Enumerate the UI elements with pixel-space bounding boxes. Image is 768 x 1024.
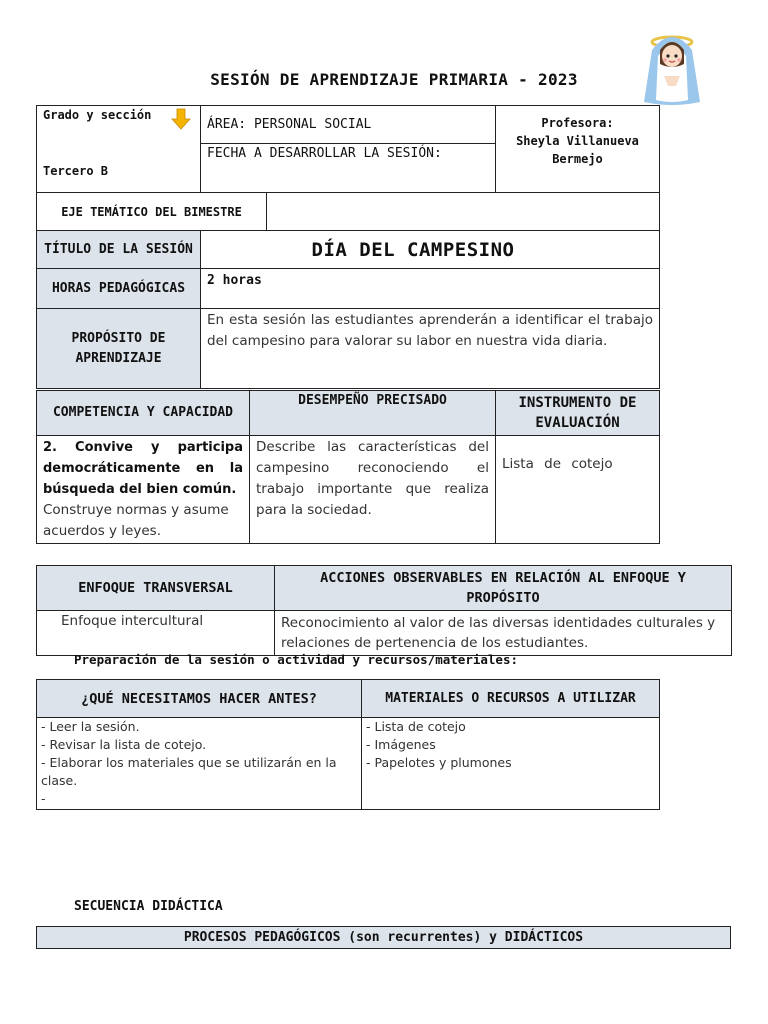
antes-header: [37, 680, 362, 718]
horas-value-cell: [201, 269, 660, 309]
acciones-value: Reconocimiento al valor de las diversas identidades culturales y relaciones de pertenencia de los estudiantes.: [281, 615, 716, 651]
titulo-label-cell: [37, 231, 201, 269]
proposito-value-cell: [201, 309, 660, 389]
proposito-label-cell: [37, 309, 201, 389]
titulo-value-cell: [201, 231, 660, 269]
materiales-list: [366, 718, 655, 772]
acciones-value-cell: [275, 611, 732, 656]
eje-label-cell: [37, 193, 267, 231]
instrumento-text: Lista de cotejo: [502, 456, 613, 472]
preparacion-table: [36, 679, 660, 810]
list-item: - Leer la sesión.: [41, 719, 140, 734]
grado-label: Grado y sección: [43, 108, 152, 122]
list-item: - Elaborar los materiales que se utilizarán en la clase.: [41, 755, 337, 788]
competencia-title: 2. Convive y participa democráticamente en la búsqueda del bien común.: [43, 440, 243, 497]
grado-value: Tercero B: [43, 164, 109, 178]
instrumento-header: [496, 391, 660, 436]
enfoque-value: Enfoque intercultural: [61, 613, 204, 629]
procesos-table: [36, 926, 731, 949]
list-item: - Revisar la lista de cotejo.: [41, 737, 207, 752]
enfoque-header: [37, 566, 275, 611]
titulo-label: TÍTULO DE LA SESIÓN: [44, 241, 193, 257]
fecha-cell: [201, 144, 496, 193]
acciones-header: [275, 566, 732, 611]
secuencia-label: SECUENCIA DIDÁCTICA: [74, 899, 223, 914]
list-item: -: [41, 791, 46, 806]
session-header-table: [36, 105, 660, 389]
enfoque-value-cell: [37, 611, 275, 656]
preparacion-label: Preparación de la sesión o actividad y recursos/materiales:: [74, 652, 519, 667]
antes-cell: [37, 718, 362, 810]
instrumento-cell: [496, 436, 660, 544]
antes-list: [41, 718, 357, 808]
list-item: - Imágenes: [366, 737, 436, 752]
acciones-col-label: ACCIONES OBSERVABLES EN RELACIÓN AL ENFOQUE Y PROPÓSITO: [320, 570, 686, 606]
materiales-cell: [362, 718, 660, 810]
instrumento-col-label: INSTRUMENTO DE EVALUACIÓN: [518, 395, 637, 431]
enfoque-table: [36, 565, 732, 656]
competencia-header: [37, 391, 250, 436]
materiales-header: [362, 680, 660, 718]
competencia-cell: [37, 436, 250, 544]
horas-label-cell: [37, 269, 201, 309]
session-title: DÍA DEL CAMPESINO: [311, 238, 515, 261]
area-text: ÁREA: PERSONAL SOCIAL: [207, 117, 372, 132]
grado-label-cell: [37, 106, 201, 144]
grado-value-cell: [37, 144, 201, 193]
horas-value: 2 horas: [207, 273, 262, 288]
eje-label: EJE TEMÁTICO DEL BIMESTRE: [61, 204, 242, 219]
list-item: - Papelotes y plumones: [366, 755, 512, 770]
down-arrow-icon: [171, 108, 191, 130]
horas-label: HORAS PEDAGÓGICAS: [51, 280, 186, 296]
area-cell: [201, 106, 496, 144]
enfoque-col-label: ENFOQUE TRANSVERSAL: [78, 580, 233, 596]
competencia-col-label: COMPETENCIA Y CAPACIDAD: [52, 405, 233, 420]
proposito-text: En esta sesión las estudiantes aprenderán a identificar el trabajo del campesino para valorar su labor en nuestra vida diaria.: [207, 312, 653, 349]
desempeno-text: Describe las características del campesino reconociendo el trabajo importante que realiza para la sociedad.: [256, 439, 489, 518]
proposito-label: PROPÓSITO DE APRENDIZAJE: [71, 330, 166, 366]
profesora-label: Profesora:: [541, 116, 614, 130]
virgin-mary-illustration: [634, 20, 710, 106]
antes-col-label: ¿QUÉ NECESITAMOS HACER ANTES?: [81, 690, 317, 707]
profesora-name: Sheyla Villanueva Bermejo: [516, 134, 639, 166]
desempeno-col-label: DESEMPEÑO PRECISADO: [298, 393, 447, 408]
materiales-col-label: MATERIALES O RECURSOS A UTILIZAR: [385, 691, 636, 706]
fecha-label: FECHA A DESARROLLAR LA SESIÓN:: [207, 146, 442, 161]
competencia-capacidad: Construye normas y asume acuerdos y leyes.: [43, 502, 229, 539]
eje-value-cell: [267, 193, 660, 231]
procesos-label: PROCESOS PEDAGÓGICOS (son recurrentes) y DIDÁCTICOS: [183, 930, 584, 945]
page-title: SESIÓN DE APRENDIZAJE PRIMARIA - 2023: [210, 70, 578, 89]
competencia-table: [36, 390, 660, 544]
desempeno-cell: [250, 436, 496, 544]
desempeno-header: [250, 391, 496, 436]
procesos-header: [37, 927, 731, 949]
list-item: - Lista de cotejo: [366, 719, 466, 734]
profesora-cell: [496, 106, 660, 193]
